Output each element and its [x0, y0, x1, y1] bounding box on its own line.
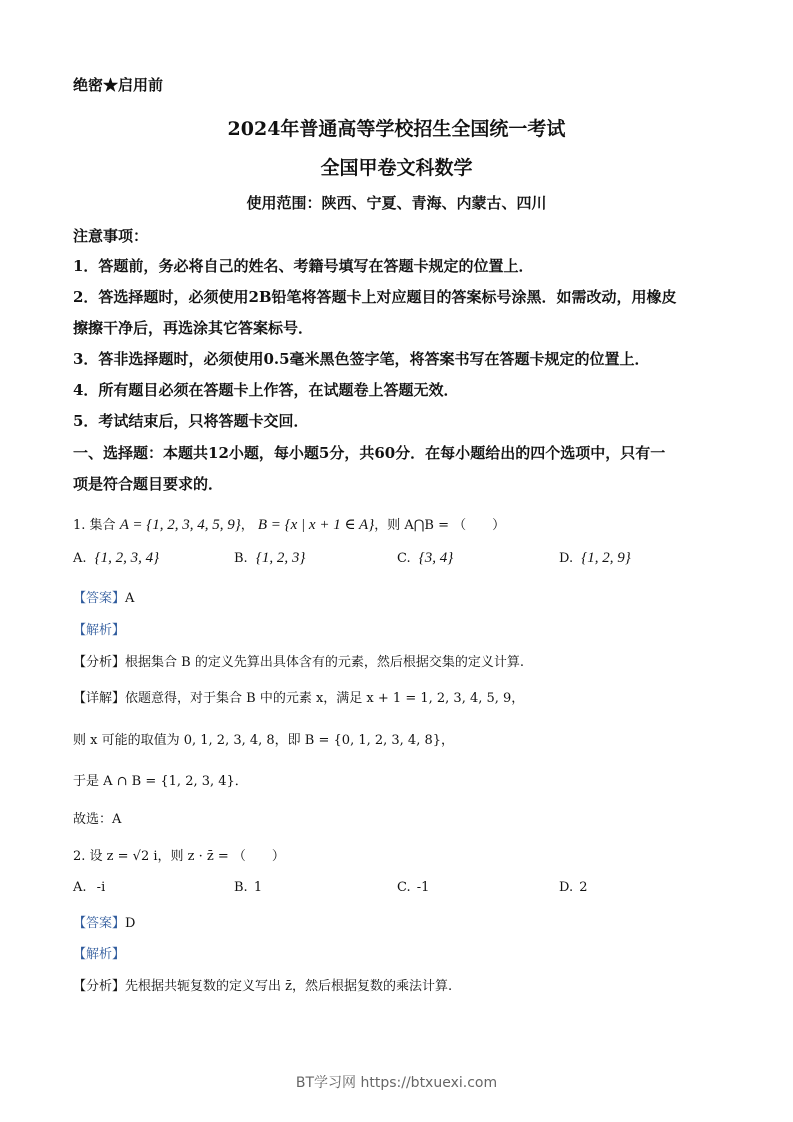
q1-answer [73, 587, 134, 606]
q1-option-a [73, 550, 159, 567]
answer-tag: 【答案】 [73, 916, 126, 931]
note-item: 3．答非选择题时，必须使用0.5毫米黑色签字笔，将答案书写在答题卡规定的位置上． [73, 350, 650, 368]
q2-option-a [73, 880, 105, 895]
option-value: {3, 4} [418, 550, 454, 566]
answer-value: A [125, 591, 135, 606]
q2-analysis-tag: 【解析】 [73, 947, 126, 962]
section-heading-line2: 项是符合题目要求的． [73, 475, 224, 493]
note-item: 4．所有题目必须在答题卡上作答，在试题卷上答题无效． [73, 381, 459, 399]
q1-choose: 故选：A [73, 812, 122, 827]
option-label: D. [559, 551, 574, 566]
option-label: D. [559, 880, 574, 895]
note-item: 5．考试结束后，只将答题卡交回． [73, 412, 309, 430]
q1-set-a: A = {1, 2, 3, 4, 5, 9} [119, 517, 241, 533]
q2-answer [73, 912, 135, 931]
option-label: A. [73, 880, 87, 895]
q2-option-c [397, 880, 429, 895]
answer-tag: 【答案】 [73, 591, 126, 606]
note-item: 2．答选择题时，必须使用2B铅笔将答题卡上对应题目的答案标号涂黑．如需改动，用橡皮 [73, 288, 677, 306]
q1-ask: ，则 A⋂B = （ ） [374, 518, 506, 533]
option-value: {1, 2, 3} [255, 550, 306, 566]
q2-stem: 2. 设 z = √2 i，则 z · z̄ = （ ） [73, 849, 285, 864]
fenxi-text: 根据集合 B 的定义先算出具体含有的元素，然后根据交集的定义计算. [125, 655, 524, 670]
option-value: -1 [416, 880, 430, 895]
option-value: 1 [253, 880, 263, 895]
q1-x-values: 则 x 可能的取值为 0, 1, 2, 3, 4, 8，即 B = {0, 1, 2, 3, 4, 8}， [73, 733, 455, 748]
fenxi-tag: 【分析】 [73, 979, 126, 994]
q1-detail [73, 687, 524, 706]
note-item: 擦擦干净后，再选涂其它答案标号． [73, 319, 314, 337]
note-item: 1．答题前，务必将自己的姓名、考籍号填写在答题卡规定的位置上． [73, 257, 534, 275]
option-value: -i [96, 880, 106, 895]
q2-option-b [234, 880, 262, 895]
detail-tag: 【详解】 [73, 691, 126, 706]
q1-result: 于是 A ∩ B = {1, 2, 3, 4}． [73, 774, 248, 789]
option-label: C. [397, 551, 411, 566]
q1-stem [73, 514, 505, 534]
option-value: {1, 2, 9} [581, 550, 631, 566]
q2-option-d [559, 880, 588, 895]
q1-analysis-tag: 【解析】 [73, 623, 126, 638]
usage-scope: 使用范围：陕西、宁夏、青海、内蒙古、四川 [246, 194, 547, 212]
q1-fenxi [73, 651, 524, 670]
q1-option-c [397, 550, 453, 567]
detail-text: 依题意得，对于集合 B 中的元素 x，满足 x + 1 = 1, 2, 3, 4, 5, 9， [125, 691, 525, 706]
fenxi-text: 先根据共轭复数的定义写出 z̄，然后根据复数的乘法计算. [125, 979, 453, 994]
section-heading-line1: 一、选择题：本题共12小题，每小题5分，共60分．在每小题给出的四个选项中，只有一 [73, 444, 666, 462]
q1-prefix: 1. 集合 [73, 518, 116, 533]
option-value: 2 [579, 880, 588, 895]
answer-value: D [125, 916, 136, 931]
option-label: B. [234, 551, 248, 566]
secret-label: 绝密★启用前 [73, 76, 164, 94]
site-footer-link[interactable]: BT学习网 https://btxuexi.com [295, 1075, 498, 1091]
option-label: B. [234, 880, 248, 895]
exam-title: 2024年普通高等学校招生全国统一考试 [227, 118, 566, 140]
q2-fenxi [73, 975, 452, 994]
option-label: A. [73, 551, 87, 566]
q1-comma: ， [240, 518, 254, 533]
q1-option-b [234, 550, 305, 567]
option-label: C. [397, 880, 411, 895]
fenxi-tag: 【分析】 [73, 655, 126, 670]
q1-set-b: B = {x | x + 1 ∈ A} [257, 517, 375, 533]
exam-subtitle: 全国甲卷文科数学 [320, 157, 473, 179]
option-value: {1, 2, 3, 4} [94, 550, 160, 566]
notes-heading: 注意事项： [73, 227, 149, 245]
q1-option-d [559, 550, 631, 567]
